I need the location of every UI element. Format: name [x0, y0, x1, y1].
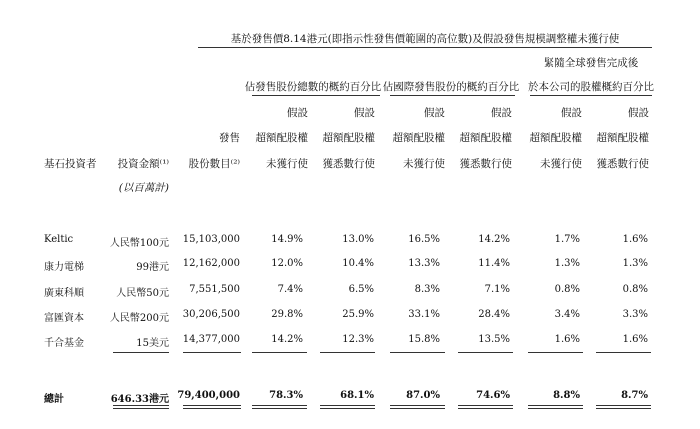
pct-company-not-exercised: 1.6%: [554, 334, 580, 345]
investment-amount: 人民幣200元: [109, 313, 169, 324]
subheader-overallot: 超額配股權: [255, 132, 308, 144]
pct-total-not-exercised: 14.2%: [271, 334, 303, 345]
pct-company-not-exercised: 1.7%: [554, 234, 580, 245]
total-pct-intl-exercised: 74.6%: [476, 390, 510, 401]
investment-amount: 人民幣50元: [116, 288, 169, 299]
total-rule: [596, 408, 651, 409]
total-rule: [596, 405, 651, 406]
group-header-company-line2: 於本公司的股權概約百分比: [528, 81, 654, 93]
total-rule: [458, 408, 513, 409]
pct-intl-exercised: 28.4%: [478, 309, 510, 320]
total-rule: [113, 408, 169, 409]
total-rule: [113, 405, 169, 406]
pct-company-exercised: 0.8%: [622, 284, 648, 295]
subtotal-rule: [252, 352, 307, 353]
offer-shares: 30,206,500: [182, 309, 240, 320]
pct-company-not-exercised: 3.4%: [554, 309, 580, 320]
subheader-assume: 假設: [287, 107, 308, 119]
total-rule: [252, 408, 307, 409]
subheader-status: 獲悉數行使: [459, 158, 512, 170]
subheader-status: 未獲行使: [266, 158, 308, 170]
col-shares-label-a: 發售: [219, 132, 240, 144]
pct-intl-not-exercised: 16.5%: [408, 234, 440, 245]
pct-intl-not-exercised: 15.8%: [408, 334, 440, 345]
subheader-overallot: 超額配股權: [596, 132, 649, 144]
col-shares-label-b: 股份數目⁽²⁾: [188, 158, 240, 170]
subtotal-rule: [113, 352, 169, 353]
pct-company-not-exercised: 1.3%: [554, 258, 580, 269]
investment-amount: 99港元: [136, 262, 169, 273]
subheader-overallot: 超額配股權: [459, 132, 512, 144]
subheader-status: 獲悉數行使: [322, 158, 375, 170]
total-pct-company-not-exercised: 8.8%: [553, 390, 580, 401]
investor-name: 千合基金: [44, 338, 84, 349]
offer-shares: 15,103,000: [182, 234, 240, 245]
pct-total-exercised: 12.3%: [342, 334, 374, 345]
investor-name: 康力電梯: [44, 262, 84, 273]
subheader-status: 未獲行使: [403, 158, 445, 170]
pct-intl-not-exercised: 33.1%: [408, 309, 440, 320]
total-rule: [390, 408, 445, 409]
total-rule: [458, 405, 513, 406]
pct-intl-not-exercised: 8.3%: [414, 284, 440, 295]
pct-company-exercised: 3.3%: [622, 309, 648, 320]
pct-company-not-exercised: 0.8%: [554, 284, 580, 295]
subheader-overallot: 超額配股權: [529, 132, 582, 144]
pct-company-exercised: 1.6%: [622, 234, 648, 245]
subheader-assume: 假設: [354, 107, 375, 119]
group-rule-company: [530, 95, 652, 96]
total-rule: [528, 405, 583, 406]
investor-name: Keltic: [44, 234, 74, 245]
total-rule: [252, 405, 307, 406]
subtotal-rule: [183, 352, 241, 353]
investor-name: 富匯資本: [44, 313, 84, 324]
table-main-header: 基於發售價8.14港元(即指示性發售價範圍的高位數)及假設發售規模調整權未獲行使: [230, 33, 620, 45]
investment-amount: 15美元: [136, 338, 169, 349]
col-amount-unit: (以百萬計): [118, 182, 169, 194]
total-rule: [320, 408, 375, 409]
subheader-status: 未獲行使: [540, 158, 582, 170]
offer-shares: 14,377,000: [182, 334, 240, 345]
subheader-status: 獲悉數行使: [596, 158, 649, 170]
group-rule-intl: [390, 95, 515, 96]
subheader-assume: 假設: [424, 107, 445, 119]
total-pct-company-exercised: 8.7%: [621, 390, 648, 401]
pct-total-exercised: 6.5%: [348, 284, 374, 295]
offer-shares: 12,162,000: [182, 258, 240, 269]
subheader-overallot: 超額配股權: [392, 132, 445, 144]
subtotal-rule: [320, 352, 375, 353]
total-rule: [320, 405, 375, 406]
header-rule: [198, 47, 652, 48]
subheader-assume: 假設: [491, 107, 512, 119]
subheader-assume: 假設: [561, 107, 582, 119]
group-rule-total: [252, 95, 380, 96]
pct-total-exercised: 25.9%: [342, 309, 374, 320]
pct-total-not-exercised: 14.9%: [271, 234, 303, 245]
pct-intl-exercised: 14.2%: [478, 234, 510, 245]
col-investor-label: 基石投資者: [44, 158, 97, 170]
total-rule: [183, 405, 241, 406]
total-rule: [528, 408, 583, 409]
total-shares: 79,400,000: [177, 390, 240, 401]
pct-total-not-exercised: 12.0%: [271, 258, 303, 269]
total-label: 總計: [44, 394, 64, 405]
pct-total-exercised: 10.4%: [342, 258, 374, 269]
pct-intl-exercised: 13.5%: [478, 334, 510, 345]
offer-shares: 7,551,500: [189, 284, 240, 295]
pct-intl-exercised: 11.4%: [478, 258, 510, 269]
investment-amount: 人民幣100元: [109, 238, 169, 249]
pct-company-exercised: 1.6%: [622, 334, 648, 345]
total-pct-total-exercised: 68.1%: [340, 390, 374, 401]
group-header-company-line1: 緊隨全球發售完成後: [543, 57, 639, 69]
total-rule: [183, 408, 241, 409]
group-header-intl: 佔國際發售股份的概約百分比: [382, 81, 520, 93]
group-header-total: 佔發售股份總數的概約百分比: [244, 81, 382, 93]
subtotal-rule: [528, 352, 583, 353]
subtotal-rule: [596, 352, 651, 353]
total-rule: [390, 405, 445, 406]
investor-name: 廣東科順: [44, 288, 84, 299]
subheader-overallot: 超額配股權: [322, 132, 375, 144]
total-pct-total-not-exercised: 78.3%: [269, 390, 303, 401]
subtotal-rule: [390, 352, 445, 353]
pct-total-exercised: 13.0%: [342, 234, 374, 245]
pct-total-not-exercised: 29.8%: [271, 309, 303, 320]
pct-total-not-exercised: 7.4%: [277, 284, 303, 295]
col-amount-label: 投資金額⁽¹⁾: [117, 158, 169, 170]
pct-intl-exercised: 7.1%: [484, 284, 510, 295]
subtotal-rule: [458, 352, 513, 353]
subheader-assume: 假設: [628, 107, 649, 119]
total-amount: 646.33港元: [110, 394, 169, 405]
total-pct-intl-not-exercised: 87.0%: [406, 390, 440, 401]
pct-company-exercised: 1.3%: [622, 258, 648, 269]
pct-intl-not-exercised: 13.3%: [408, 258, 440, 269]
